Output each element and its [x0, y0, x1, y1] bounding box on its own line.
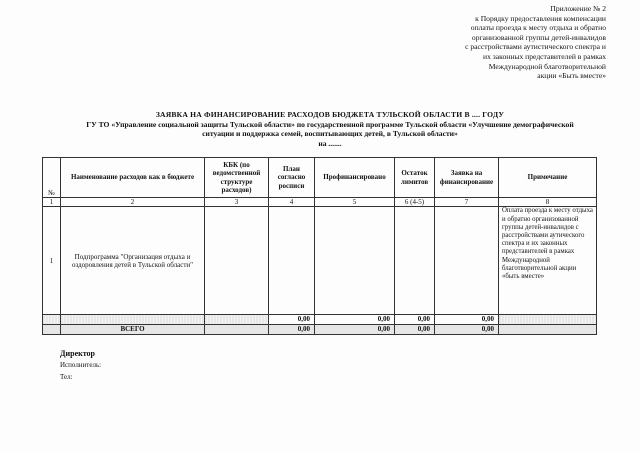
total-plan: 0,00: [269, 324, 315, 334]
header-remainder: Остаток лимитов: [395, 158, 435, 198]
director-label: Директор: [60, 349, 95, 358]
title-line: ЗАЯВКА НА ФИНАНСИРОВАНИЕ РАСХОДОВ БЮДЖЕТА ТУЛЬСКОЙ ОБЛАСТИ В .... ГОДУ: [155, 110, 505, 119]
header-name: Наименование расходов как в бюджете: [61, 158, 205, 198]
subtotal-plan: 0,00: [269, 315, 315, 324]
column-number: 5: [315, 198, 395, 207]
document-title: [60, 110, 600, 148]
subtotal-financed: 0,00: [315, 315, 395, 324]
appendix-line: к Порядку предоставления компенсации: [475, 13, 606, 23]
appendix-line: акции «Быть вместе»: [537, 71, 606, 81]
header-plan: План согласно росписи: [269, 158, 315, 198]
table-row: [43, 207, 597, 315]
header-num: №: [43, 158, 61, 198]
column-number: 2: [61, 198, 205, 207]
tel-label: Тел:: [60, 373, 73, 381]
column-number: 8: [499, 198, 597, 207]
total-row: [43, 324, 597, 334]
row-num: 1: [43, 207, 61, 315]
row-note: Оплата проезда к месту отдыха и обратно организованной группы детей-инвалидов с расстройствами аутического спектра и их законных представителей в рамках Международной благотворительной акции «быть вместе»: [499, 207, 597, 315]
row-remainder: [395, 207, 435, 315]
row-request: [435, 207, 499, 315]
appendix-line: Международной благотворительной: [488, 61, 606, 71]
column-number: 7: [435, 198, 499, 207]
column-number: 6 (4-5): [395, 198, 435, 207]
header-kbk: КБК (по ведомственной структуре расходов): [205, 158, 269, 198]
total-remainder: 0,00: [395, 324, 435, 334]
column-number: 3: [205, 198, 269, 207]
total-financed: 0,00: [315, 324, 395, 334]
row-financed: [315, 207, 395, 315]
header-financed: Профинансировано: [315, 158, 395, 198]
total-request: 0,00: [435, 324, 499, 334]
executor-label: Исполнитель:: [60, 361, 102, 369]
header-request: Заявка на финансирование: [435, 158, 499, 198]
appendix-line: оплаты проезда к месту отдыха и обратно: [470, 23, 606, 33]
title-line: ГУ ТО «Управление социальной защиты Тульской области» по государственной программе Тульской области «Улучшение демографической: [86, 119, 574, 129]
subtotal-row: [43, 315, 597, 324]
column-number: 1: [43, 198, 61, 207]
row-plan: [269, 207, 315, 315]
appendix-block: [406, 4, 606, 81]
appendix-line: с расстройствами аутистического спектра и: [465, 42, 606, 52]
total-label: ВСЕГО: [61, 324, 205, 334]
column-number: 4: [269, 198, 315, 207]
appendix-line: Приложение № 2: [550, 4, 606, 13]
row-name: Подпрограмма "Организация отдыха и оздоровления детей в Тульской области": [61, 207, 205, 315]
row-kbk: [205, 207, 269, 315]
header-note: Примечание: [499, 158, 597, 198]
title-line: ситуации и поддержка семей, воспитывающих детей, в Тульской области»: [202, 129, 458, 139]
subtotal-remainder: 0,00: [395, 315, 435, 324]
appendix-line: их законных представителей в рамках: [483, 51, 606, 61]
subtotal-request: 0,00: [435, 315, 499, 324]
financing-table: [42, 157, 597, 335]
title-line: на .......: [318, 138, 342, 148]
appendix-line: организованной группы детей-инвалидов: [471, 32, 606, 42]
